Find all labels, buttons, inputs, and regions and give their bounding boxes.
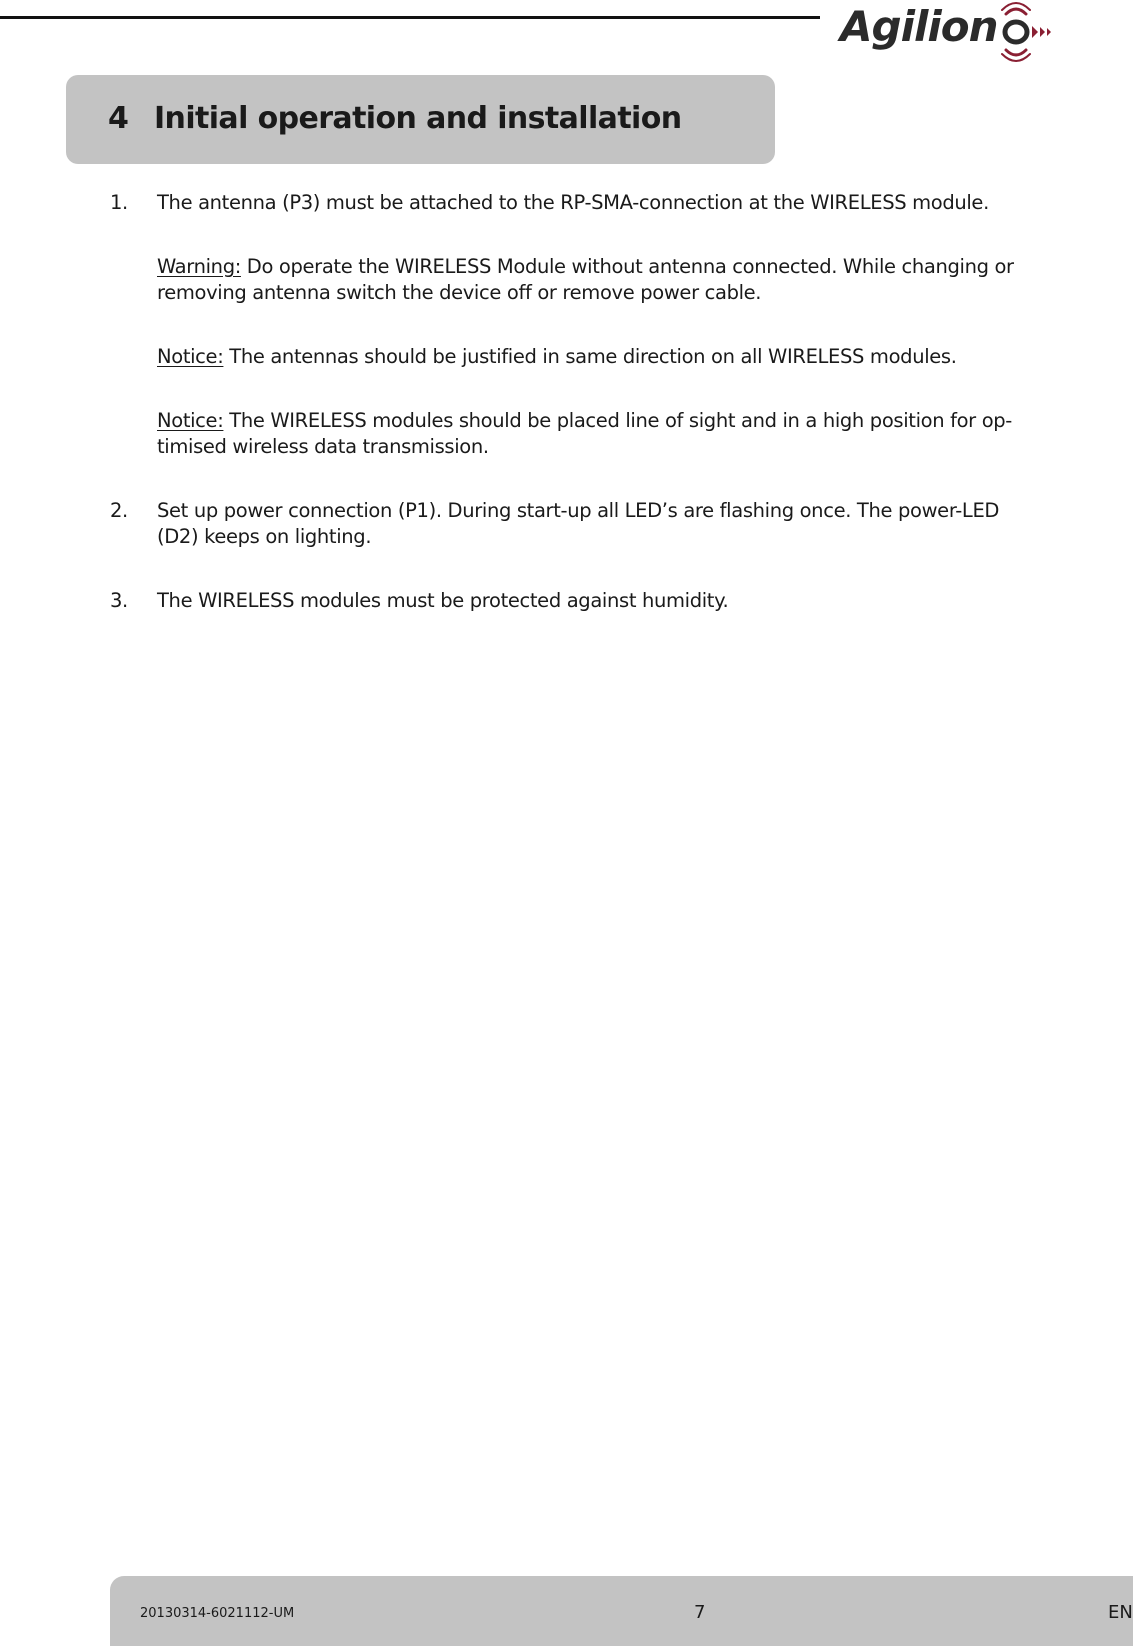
item-text: Set up power connection (P1). During start-up all LED’s are flashing once. The power-LED (D2) keeps on lighting. [157,499,1000,548]
agilion-logo [840,0,1060,66]
section-title-text: Initial operation and installation [154,101,682,136]
item-number: 2. [110,499,128,522]
item-number: 1. [110,191,128,214]
section-title [108,101,682,136]
notice-note [157,408,1040,460]
item-text: The antenna (P3) must be attached to the RP-SMA-connection at the WIRELESS module. [157,191,989,214]
list-item [110,588,1040,614]
item-text: The WIRELESS modules must be protected against humidity. [157,589,729,612]
warning-note [157,254,1040,306]
logo-wordmark: Agilion [840,2,998,51]
list-item [110,498,1040,550]
header-rule [0,16,820,19]
page-number: 7 [694,1602,706,1623]
notice-label: Notice: [157,409,224,432]
item-number: 3. [110,589,128,612]
notice-text: The WIRELESS modules should be placed line of sight and in a high position for op-timised wireless data transmission. [157,409,1012,458]
language-code: EN [1108,1602,1133,1623]
section-number: 4 [108,101,129,136]
wireless-signal-icon [990,0,1060,66]
document-id: 20130314-6021112-UM [140,1606,295,1621]
page-footer [110,1576,1133,1646]
list-item [110,190,1040,460]
notice-label: Notice: [157,345,224,368]
warning-label: Warning: [157,255,241,278]
instruction-list [110,190,1040,652]
section-header [66,75,775,164]
notice-note [157,344,1040,370]
notice-text: The antennas should be justified in same direction on all WIRELESS modules. [223,345,957,368]
warning-text: Do operate the WIRELESS Module without antenna connected. While changing or removing antenna switch the device off or remove power cable. [157,255,1014,304]
